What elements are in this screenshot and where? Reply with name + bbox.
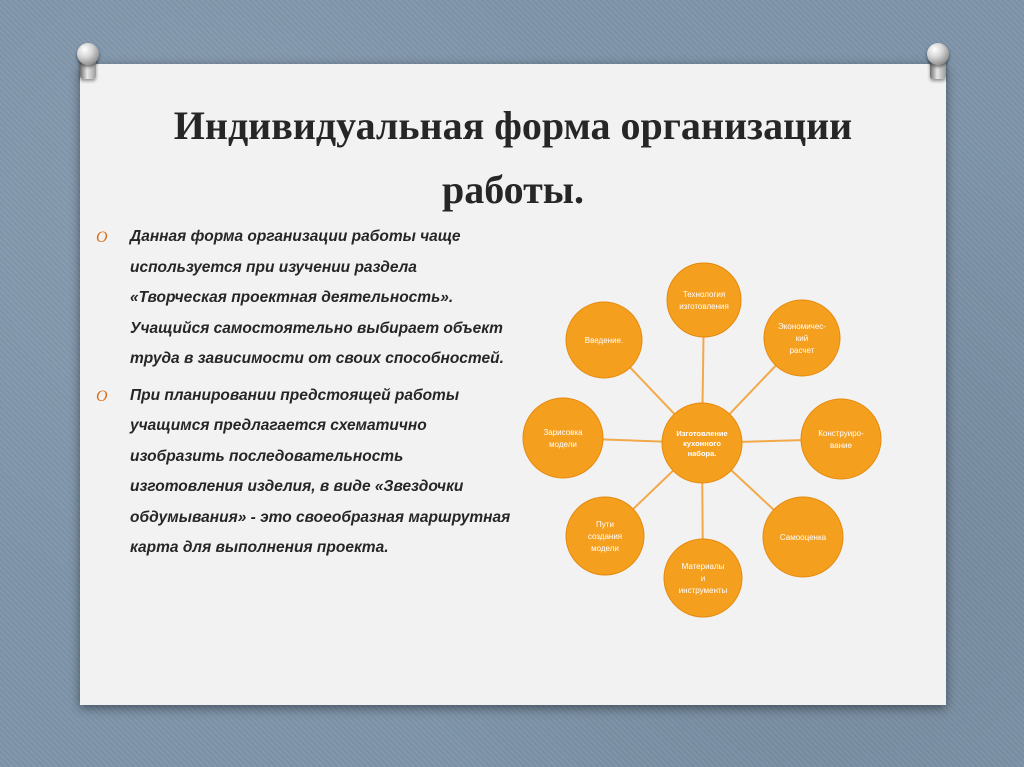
node-technology-label: Технология xyxy=(682,290,726,299)
bullet-text: Данная форма организации работы чаще используется при изучении раздела «Творческая проектная деятельность». Учащийся самостоятельно выбирает объект труда в зависимости от своих способностей. xyxy=(130,228,504,367)
node-ways-label: Пути xyxy=(596,520,614,529)
bullet-marker-icon: O xyxy=(96,387,108,405)
slide-title-line-1: Индивидуальная форма организации xyxy=(173,103,853,148)
center-node-label: набора. xyxy=(687,449,717,458)
node-sketch-label: модели xyxy=(549,440,577,449)
node-ways-label: модели xyxy=(591,544,619,553)
bullet-text: При планировании предстоящей работы учащимся предлагается схематично изобразить последовательность изготовления изделия, в виде «Звездочки обдумывания» - это своеобразная маршрутная карта для выполнения проекта. xyxy=(130,386,511,556)
node-intro-label: Введение. xyxy=(584,336,624,345)
node-materials-label: и xyxy=(700,574,706,583)
bullet-marker-icon: O xyxy=(96,229,108,246)
node-materials xyxy=(664,539,742,617)
node-design-label: вание xyxy=(830,441,852,450)
node-design-label: Конструиро- xyxy=(818,429,864,438)
node-economic-label: расчет xyxy=(789,346,815,355)
node-materials-label: инструменты xyxy=(678,586,728,595)
node-technology xyxy=(667,263,741,337)
center-node-label: кухонного xyxy=(683,439,721,448)
node-self-assessment xyxy=(763,497,843,577)
node-economic-label: Экономичес- xyxy=(778,322,826,331)
node-ways-label: создания xyxy=(587,532,623,541)
center-node-label: Изготовление xyxy=(676,429,728,438)
node-technology-circle xyxy=(667,263,741,337)
node-design-circle xyxy=(801,399,881,479)
node-economic xyxy=(764,300,840,376)
node-self-assessment-label: Самооценка xyxy=(779,533,827,542)
node-sketch-circle xyxy=(523,398,603,478)
slide-title-line-2: работы. xyxy=(441,167,585,212)
node-technology-label: изготовления xyxy=(679,302,729,311)
node-design xyxy=(801,399,881,479)
node-sketch xyxy=(523,398,603,478)
node-materials-label: Материалы xyxy=(681,562,725,571)
node-ways xyxy=(566,497,644,575)
node-sketch-label: Зарисовка xyxy=(543,428,583,437)
center-node xyxy=(662,403,742,483)
node-economic-label: кий xyxy=(795,334,809,343)
node-intro xyxy=(566,302,642,378)
